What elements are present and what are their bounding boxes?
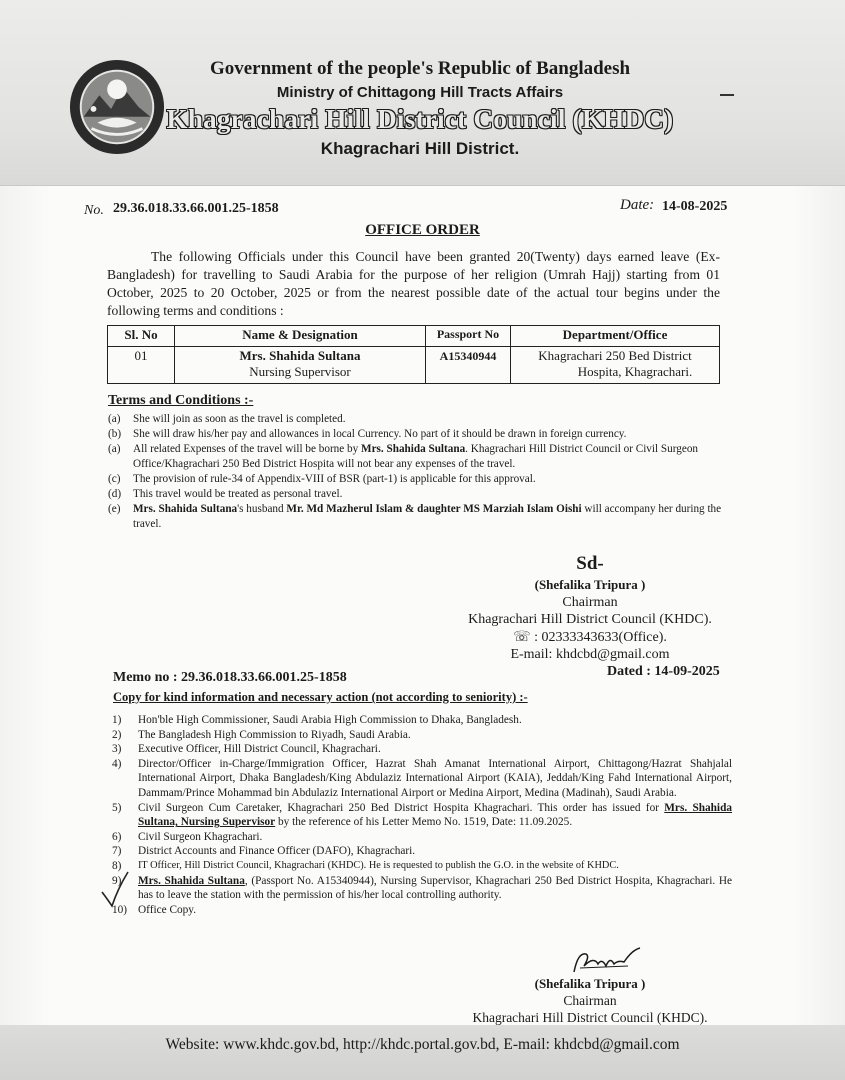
copy-list <box>112 713 732 917</box>
list-item <box>112 801 732 830</box>
term-text-bold: Mrs. Shahida Sultana <box>133 503 238 515</box>
copy-list-title: Copy for kind information and necessary action (not according to seniority) :- <box>113 690 528 704</box>
copy-number: 9) <box>112 874 122 887</box>
copy-text: Civil Surgeon Khagrachari. <box>138 830 263 843</box>
telephone-icon: ☏ <box>513 629 531 645</box>
term-label: (a) <box>108 443 121 455</box>
date-label: Date: <box>620 197 655 213</box>
list-item <box>112 830 732 845</box>
copy-text-underlined: Mrs. Shahida Sultana <box>138 874 245 887</box>
cell-passport: A15340944 <box>426 347 511 384</box>
copy-text: IT Officer, Hill District Council, Khagrachari (KHDC). He is requested to publish the G.O. in the website of KHDC. <box>138 859 619 871</box>
copy-text-part: Civil Surgeon Cum Caretaker, Khagrachari 250 Bed District Hospita Khagrachari. This order has issued for <box>138 801 665 814</box>
copy-text <box>138 801 732 830</box>
term-label: (c) <box>108 473 121 485</box>
office-order-title <box>0 222 845 239</box>
list-item <box>112 757 732 801</box>
col-sl-no: Sl. No <box>108 326 175 347</box>
term-text-part: will accompany her during the travel. <box>133 503 722 530</box>
list-item <box>108 472 723 487</box>
list-item <box>112 859 732 874</box>
table-row <box>108 347 720 384</box>
copy-text: The Bangladesh High Commission to Riyadh, Saudi Arabia. <box>138 728 411 741</box>
signatory-title: Chairman <box>562 594 618 610</box>
copy-text-underlined: Mrs. Shahida Sultana, Nursing Supervisor <box>138 801 733 829</box>
signature-block-1 <box>430 552 750 664</box>
term-text-part: 's husband <box>237 503 287 515</box>
copy-number: 7) <box>112 845 122 858</box>
council-heading: Khagrachari Hill District Council (KHDC) <box>166 104 674 134</box>
term-text: The provision of rule-34 of Appendix-VIII of BSR (part-1) is applicable for this approval. <box>133 473 536 485</box>
term-text: She will join as soon as the travel is completed. <box>133 413 346 425</box>
term-text-part: . Khagrachari Hill District Council or Civil Surgeon Office/Khagrachari 250 Bed District Hospita will not bear any expenses of the travel. <box>133 443 699 470</box>
copy-number: 4) <box>112 757 122 770</box>
col-passport-no: Passport No <box>426 326 511 347</box>
phone-number: : 02333343633(Office). <box>534 629 667 645</box>
copy-number: 10) <box>112 903 128 916</box>
term-text-bold: Mrs. Shahida Sultana <box>361 443 466 455</box>
ministry-heading: Ministry of Chittagong Hill Tracts Affairs <box>276 84 564 101</box>
term-text-part: All related Expenses of the travel will be borne by <box>133 443 362 455</box>
signed-mark: Sd- <box>576 553 604 574</box>
list-item <box>112 713 732 728</box>
copy-number: 6) <box>112 830 122 843</box>
copy-text: Hon'ble High Commissioner, Saudi Arabia High Commission to Dhaka, Bangladesh. <box>138 714 522 726</box>
reference-no: 29.36.018.33.66.001.25-1858 <box>113 201 279 216</box>
copy-number: 8) <box>112 859 122 872</box>
list-item <box>108 442 723 472</box>
copy-text: District Accounts and Finance Officer (DAFO), Khagrachari. <box>138 845 416 858</box>
list-item <box>112 903 732 918</box>
check-mark-icon <box>100 870 130 910</box>
list-item <box>112 844 732 859</box>
list-item <box>112 742 732 757</box>
district-heading: Khagrachari Hill District. <box>320 139 520 158</box>
list-item <box>108 427 723 442</box>
government-heading: Government of the people's Republic of Bangladesh <box>209 58 631 79</box>
term-text: This travel would be treated as personal travel. <box>133 488 343 500</box>
email-line: E-mail: khdcbd@gmail.com <box>510 647 670 662</box>
signatory-name: (Shefalika Tripura ) <box>534 976 646 991</box>
phone-line <box>430 629 750 647</box>
copy-number: 1) <box>112 714 122 726</box>
office-order-title-text: OFFICE ORDER <box>365 222 480 238</box>
term-text-bold: Mr. Md Mazherul Islam & daughter MS Marziah Islam Oishi <box>286 503 582 515</box>
copy-text: Director/Officer in-Charge/Immigration Officer, Hazrat Shah Amanat International Airport, Chittagong/Hazrat Shahjalal International Airport, Dhaka Bangladesh/King Abdulaziz International Airport (KAIA), Jeddah/King Fahd International Airport, Dammam/Prince Mohammad bin Abdulaziz International Airport or Medina Airport, Medina (Madinah), Saudi Arabia. <box>138 757 732 799</box>
cell-sl: 01 <box>108 347 175 384</box>
copy-number: 5) <box>112 801 122 814</box>
order-date: 14-08-2025 <box>662 199 728 214</box>
terms-list <box>108 412 723 532</box>
signatory-org: Khagrachari Hill District Council (KHDC). <box>472 1010 708 1025</box>
copy-text: Office Copy. <box>138 903 197 916</box>
copy-number: 2) <box>112 728 122 741</box>
employee-name: Mrs. Shahida Sultana <box>239 348 361 363</box>
list-item <box>108 412 723 427</box>
intro-paragraph: The following Officials under this Council have been granted 20(Twenty) days earned leave (Ex-Bangladesh) for travelling to Saudi Arabia for the purpose of her religion (Umrah Hajj) starting from 01 October, 2025 to 20 October, 2025 or from the nearest possible date of the actual tour begins under the following terms and conditions : <box>107 249 720 318</box>
copy-text-part: by the reference of his Letter Memo No. 1519, Date: 11.09.2025. <box>275 816 573 829</box>
copy-text <box>138 874 732 903</box>
terms-title: Terms and Conditions :- <box>108 393 254 408</box>
signatory-name: (Shefalika Tripura ) <box>534 577 646 592</box>
copy-text-part: , (Passport No. A15340944), Nursing Supervisor, Khagrachari 250 Bed District Hospita, Khagrachari. He has to leave the station with the permission of his/her local controlling authority. <box>138 874 732 902</box>
reference-no-label: No. <box>84 203 104 218</box>
col-department: Department/Office <box>511 326 720 347</box>
term-label: (a) <box>108 413 121 425</box>
council-seal-logo <box>68 58 166 156</box>
leave-table <box>107 325 720 384</box>
cell-department <box>511 347 720 384</box>
term-text: She will draw his/her pay and allowances in local Currency. No part of it should be drawn in foreign currency. <box>133 428 627 440</box>
copy-number: 3) <box>112 743 122 756</box>
memo-number: Memo no : 29.36.018.33.66.001.25-1858 <box>113 670 347 685</box>
cell-name-designation <box>175 347 426 384</box>
list-item <box>112 874 732 903</box>
col-name-designation: Name & Designation <box>175 326 426 347</box>
memo-date: Dated : 14-09-2025 <box>607 664 720 679</box>
term-label: (b) <box>108 428 122 440</box>
term-text <box>133 442 723 472</box>
signatory-org: Khagrachari Hill District Council (KHDC). <box>468 612 712 627</box>
list-item <box>108 502 723 532</box>
term-text <box>133 502 723 532</box>
term-label: (e) <box>108 503 121 515</box>
department-line-2: Hospita, Khagrachari. <box>577 364 693 379</box>
employee-designation: Nursing Supervisor <box>249 364 351 379</box>
copy-text: Executive Officer, Hill District Council, Khagrachari. <box>138 743 381 756</box>
table-header-row <box>108 326 720 347</box>
footer-contact: Website: www.khdc.gov.bd, http://khdc.portal.gov.bd, E-mail: khdcbd@gmail.com <box>165 1036 680 1053</box>
department-line-1: Khagrachari 250 Bed District <box>538 348 692 363</box>
signature-block-2 <box>455 975 725 1026</box>
list-item <box>112 728 732 743</box>
signatory-title: Chairman <box>563 993 617 1008</box>
term-label: (d) <box>108 488 122 500</box>
list-item <box>108 487 723 502</box>
stray-mark <box>720 94 734 96</box>
